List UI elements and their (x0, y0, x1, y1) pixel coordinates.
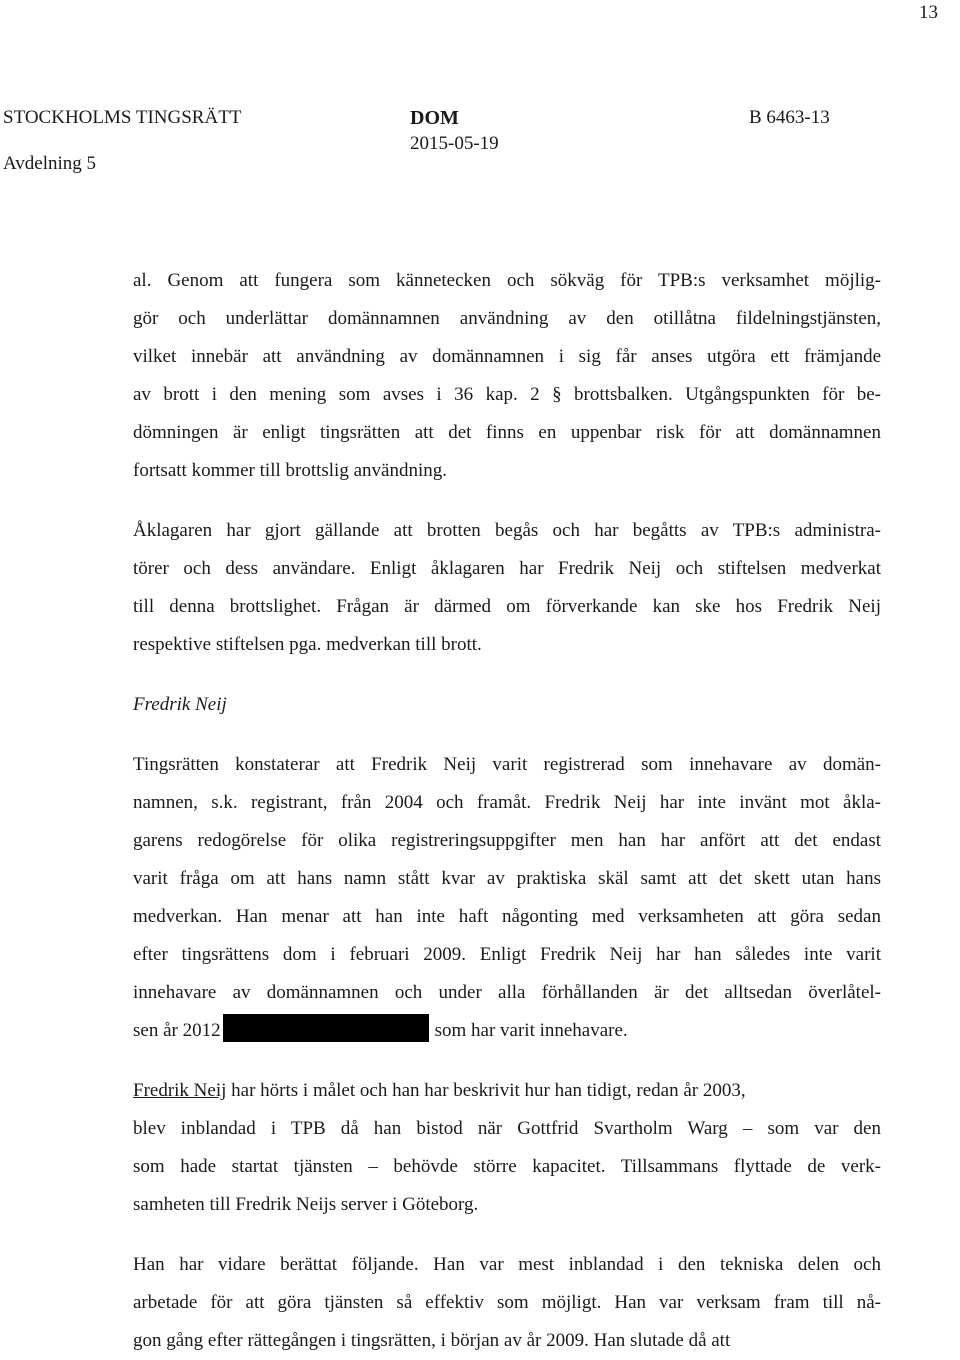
text-segment: har hörts i målet och han har beskrivit hur han tidigt, redan år 2003, (226, 1080, 746, 1101)
text-line: gon gång efter rättegången i tingsrätten, i början av år 2009. Han slutade då att (133, 1330, 731, 1351)
page-number: 13 (919, 2, 938, 23)
redaction-box (223, 1014, 429, 1042)
text-line: Tingsrätten konstaterar att Fredrik Neij varit registrerad som innehavare av domän- (133, 754, 881, 775)
text-line: till denna brottslighet. Frågan är därmed om förverkande kan ske hos Fredrik Neij (133, 596, 881, 617)
text-line (133, 1012, 881, 1050)
text-line: varit fråga om att hans namn stått kvar av praktiska skäl samt att det skett utan hans (133, 868, 881, 889)
document-body (133, 262, 881, 1360)
text-line: vilket innebär att användning av domännamnen i sig får anses utgöra ett främjande (133, 346, 881, 367)
text-line: Han har vidare berättat följande. Han var mest inblandad i den tekniska delen och (133, 1254, 881, 1275)
text-line (133, 1072, 881, 1110)
text-line: dömningen är enligt tingsrätten att det finns en uppenbar risk för att domännamnen (133, 422, 881, 443)
text-line: al. Genom att fungera som kännetecken och sökväg för TPB:s verksamhet möjlig- (133, 270, 881, 291)
text-line: garens redogörelse för olika registreringsuppgifter men han har anfört att det endast (133, 830, 881, 851)
text-line: respektive stiftelsen pga. medverkan till brott. (133, 634, 482, 655)
division: Avdelning 5 (3, 153, 97, 174)
text-line: av brott i den mening som avses i 36 kap. 2 § brottsbalken. Utgångspunkten för be- (133, 384, 881, 405)
document-date: 2015-05-19 (410, 133, 499, 154)
text-line: medverkan. Han menar att han inte haft någonting med verksamheten att göra sedan (133, 906, 881, 927)
case-number: B 6463-13 (749, 107, 830, 128)
text-line: innehavare av domännamnen och under alla förhållanden är det alltsedan överlåtel- (133, 982, 881, 1003)
paragraph (133, 1072, 881, 1224)
paragraph (133, 1246, 881, 1360)
text-line: törer och dess användare. Enligt åklagaren har Fredrik Neij och stiftelsen medverkat (133, 558, 881, 579)
text-segment: som har varit innehavare. (434, 1020, 628, 1041)
text-line: som hade startat tjänsten – behövde större kapacitet. Tillsammans flyttade de verk- (133, 1156, 881, 1177)
text-line: fortsatt kommer till brottslig användning. (133, 460, 447, 481)
paragraph (133, 512, 881, 664)
text-line: blev inblandad i TPB då han bistod när Gottfrid Svartholm Warg – som var den (133, 1118, 881, 1139)
underlined-name: Fredrik Neij (133, 1080, 227, 1101)
section-heading: Fredrik Neij (133, 694, 227, 715)
text-line: efter tingsrättens dom i februari 2009. Enligt Fredrik Neij har han således inte varit (133, 944, 881, 965)
text-line: namnen, s.k. registrant, från 2004 och framåt. Fredrik Neij har inte invänt mot åkla- (133, 792, 881, 813)
document-type: DOM (410, 107, 459, 129)
text-line: samheten till Fredrik Neijs server i Göteborg. (133, 1194, 479, 1215)
paragraph (133, 746, 881, 1050)
text-line: Åklagaren har gjort gällande att brotten begås och har begåtts av TPB:s administra- (133, 520, 881, 541)
court-name: STOCKHOLMS TINGSRÄTT (3, 107, 242, 128)
text-line: arbetade för att göra tjänsten så effektiv som möjligt. Han var verksam fram till nå- (133, 1292, 881, 1313)
text-line: gör och underlättar domännamnen användning av den otillåtna fildelningstjänsten, (133, 308, 881, 329)
paragraph (133, 262, 881, 490)
text-segment: sen år 2012 (133, 1020, 221, 1041)
